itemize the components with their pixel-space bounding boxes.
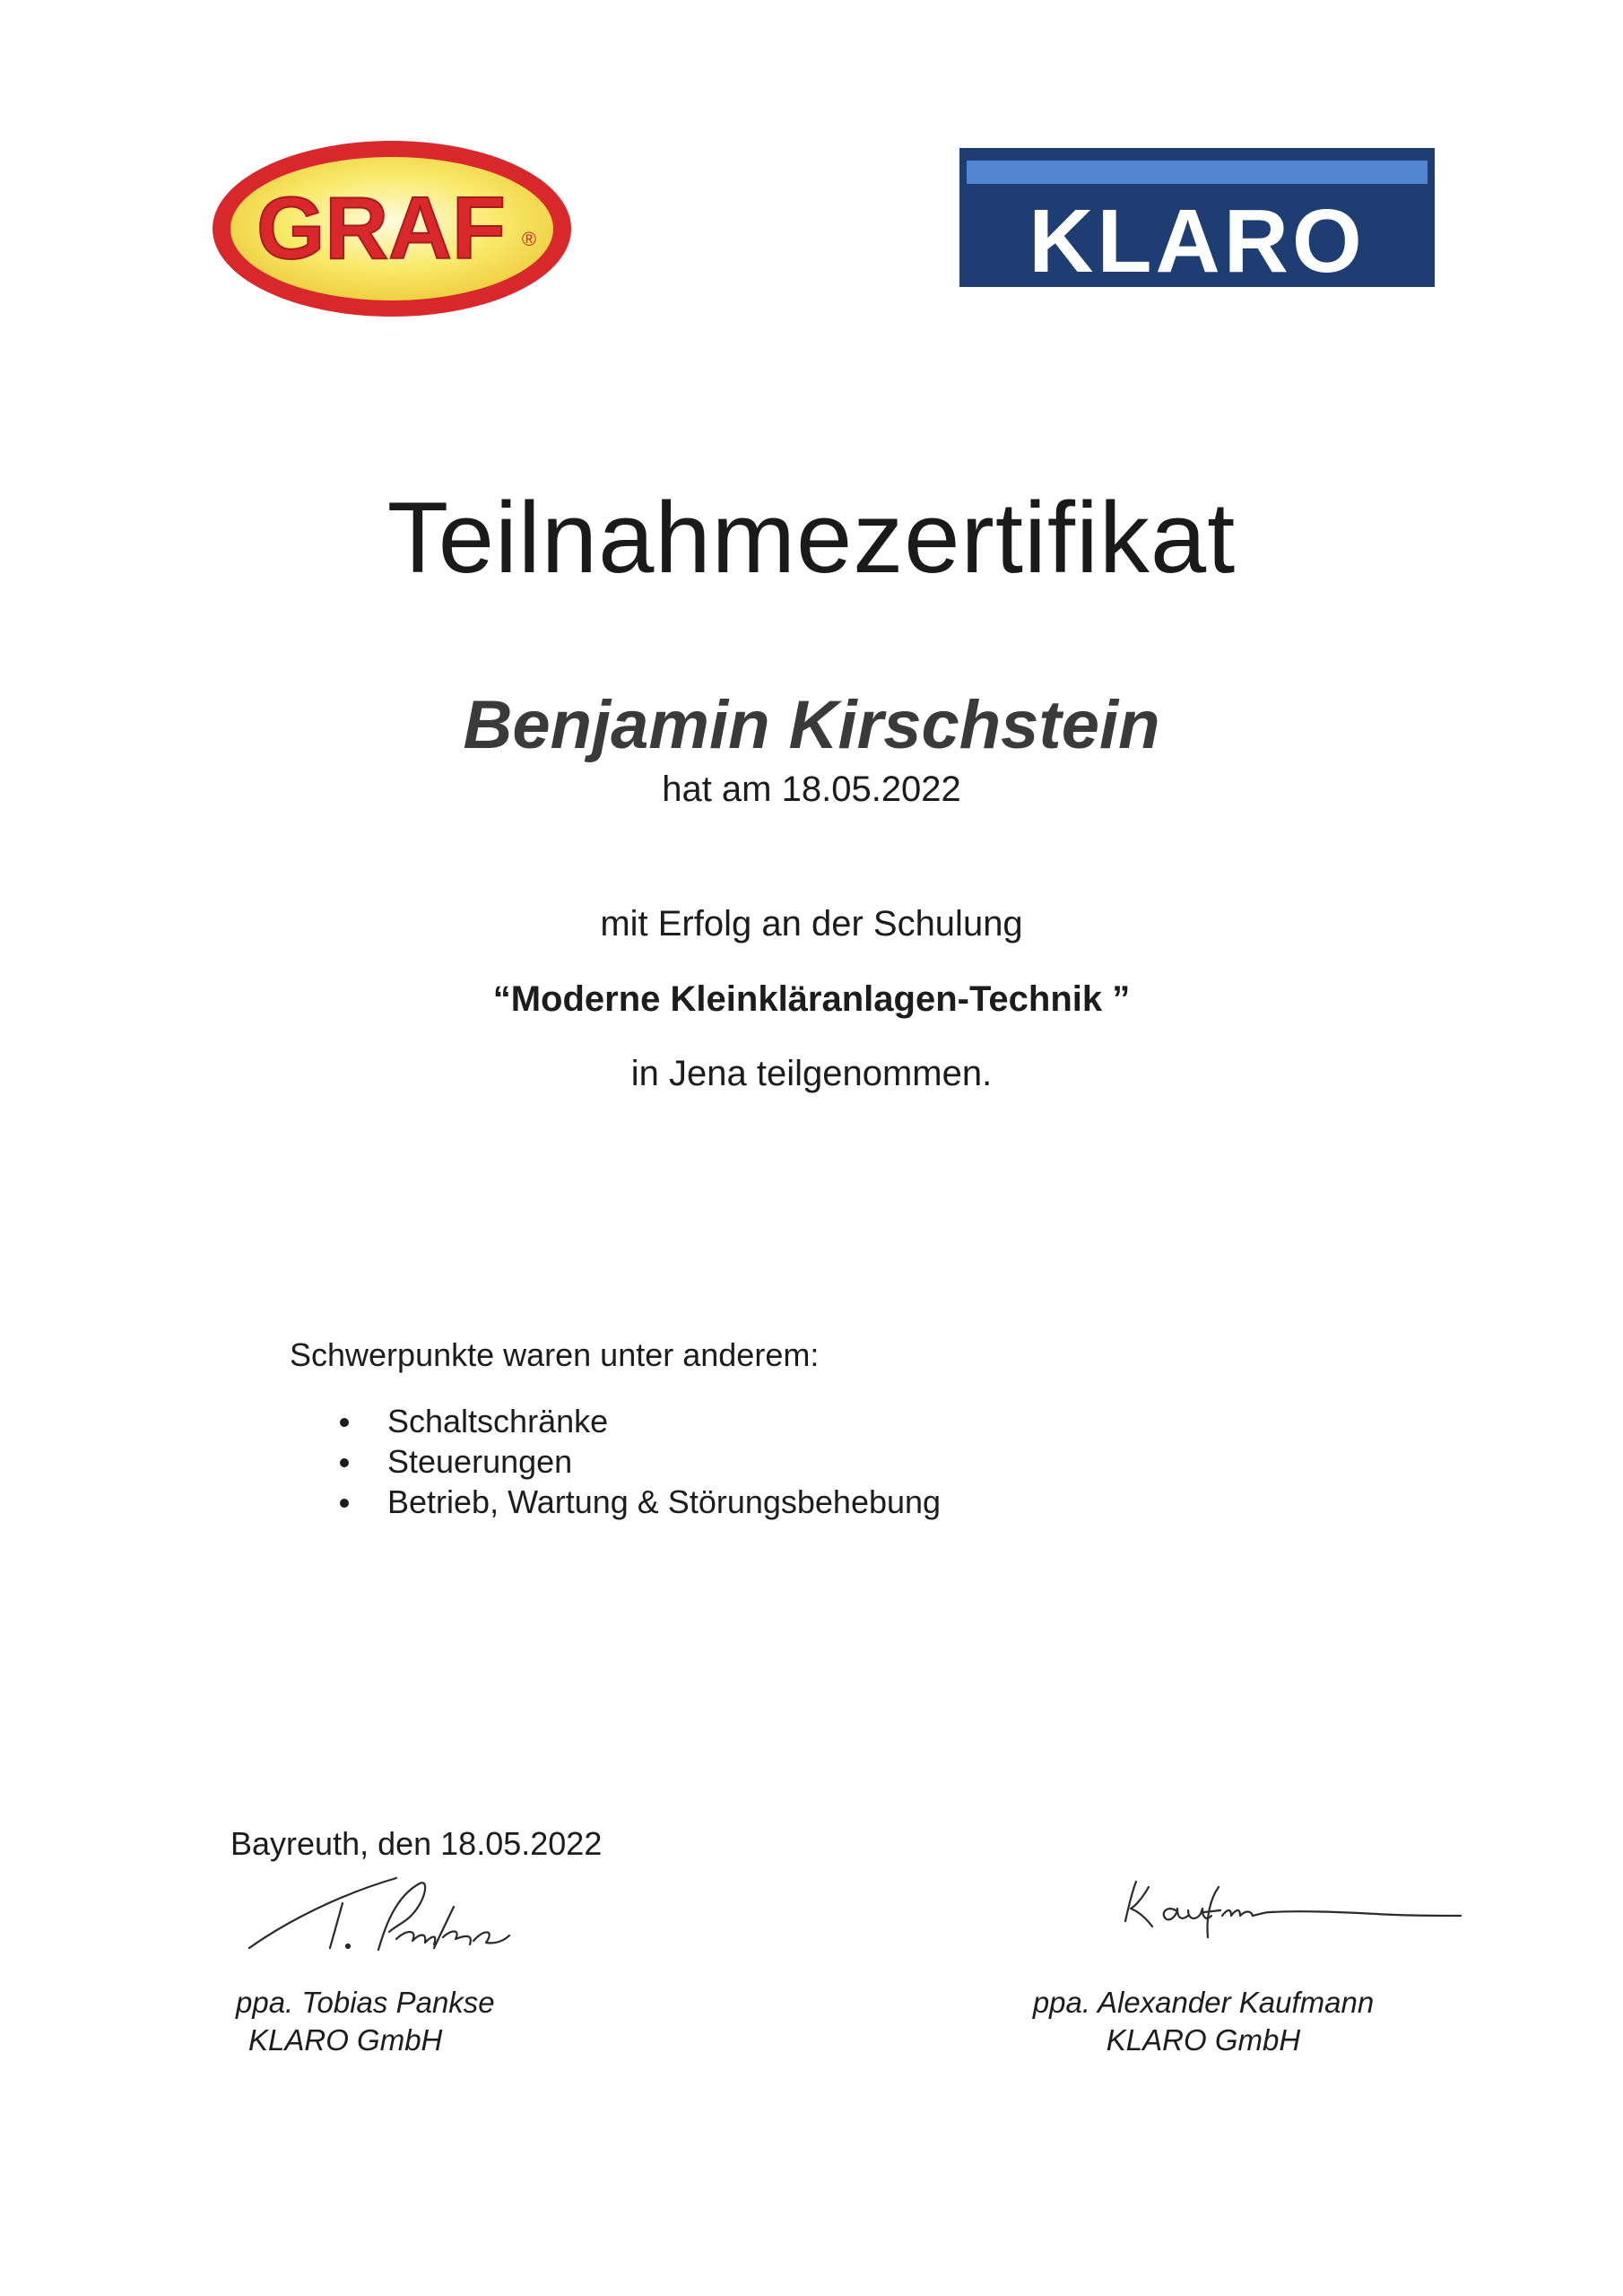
signatory-left — [236, 1984, 495, 2059]
signature-pankse — [242, 1866, 529, 1964]
klaro-logo-text: KLARO — [1028, 191, 1366, 287]
signatory-company: KLARO GmbH — [248, 2023, 443, 2057]
certificate-title: Teilnahmezertifikat — [386, 482, 1237, 594]
success-line: mit Erfolg an der Schulung — [600, 904, 1023, 944]
focus-heading: Schwerpunkte waren unter anderem: — [290, 1336, 820, 1373]
graf-registered-mark: ® — [521, 228, 537, 250]
graf-logo-text: GRAF — [256, 178, 506, 277]
participant-name: Benjamin Kirschstein — [463, 687, 1160, 763]
focus-list — [332, 1401, 941, 1522]
klaro-logo — [959, 148, 1435, 287]
training-date-line: hat am 18.05.2022 — [662, 770, 961, 809]
focus-item-control-cabinets: Schaltschränke — [332, 1401, 941, 1441]
place-and-date: Bayreuth, den 18.05.2022 — [230, 1825, 603, 1862]
focus-item-controls: Steuerungen — [332, 1441, 941, 1482]
signatory-name: ppa. Alexander Kaufmann — [1032, 1986, 1375, 2019]
course-title: “Moderne Kleinkläranlagen-Technik ” — [492, 979, 1131, 1019]
klaro-logo-stripe — [967, 161, 1428, 184]
signatory-company: KLARO GmbH — [1106, 2023, 1301, 2057]
location-line: in Jena teilgenommen. — [630, 1054, 993, 1093]
graf-logo — [208, 135, 576, 323]
signatory-name: ppa. Tobias Pankse — [236, 1986, 495, 2019]
focus-item-operation-maintenance: Betrieb, Wartung & Störungsbehebung — [332, 1482, 941, 1522]
signatory-right — [1024, 1984, 1383, 2059]
signature-kaufmann — [1116, 1874, 1466, 1946]
